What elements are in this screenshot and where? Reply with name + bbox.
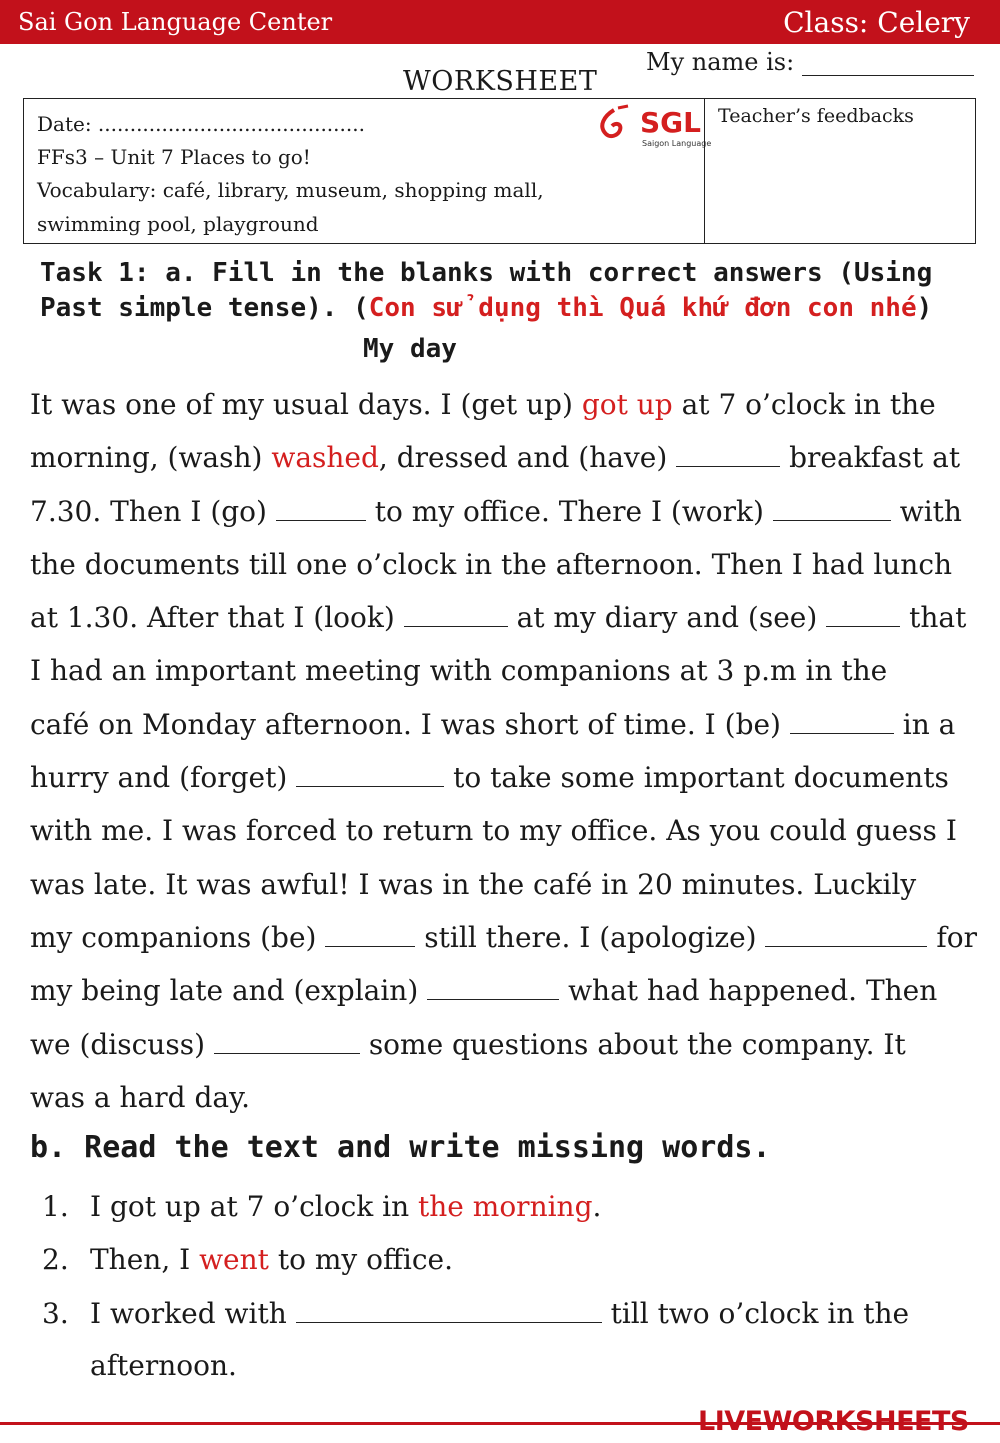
- blank-be-1[interactable]: [790, 707, 894, 734]
- school-name: Sai Gon Language Center: [18, 8, 333, 36]
- blank-work[interactable]: [773, 494, 891, 521]
- partb-title: b. Read the text and write missing words.: [30, 1130, 771, 1165]
- logo-text: SGL: [640, 106, 701, 139]
- question-1: 1. I got up at 7 o’clock in the morning.: [42, 1190, 602, 1223]
- blank-forget[interactable]: [296, 760, 444, 787]
- answer-q1: the morning: [418, 1190, 593, 1223]
- question-3-cont: afternoon.: [90, 1349, 237, 1382]
- answer-q2: went: [199, 1243, 269, 1276]
- name-label: My name is:: [646, 48, 795, 76]
- feedback-label: Teacher’s feedbacks: [718, 105, 914, 127]
- vocab-line-1: Vocabulary: café, library, museum, shopping mall,: [37, 178, 544, 202]
- vocab-line-2: swimming pool, playground: [37, 212, 319, 236]
- name-field[interactable]: [646, 48, 974, 76]
- blank-see[interactable]: [826, 600, 900, 627]
- answer-wash: washed: [271, 441, 379, 475]
- logo-subtext: Saigon Language: [642, 139, 712, 148]
- question-3: 3. I worked with till two o’clock in the: [42, 1297, 910, 1330]
- teacher-feedback-box: [704, 98, 976, 244]
- sgl-logo: [598, 104, 712, 150]
- blank-be-2[interactable]: [325, 920, 415, 947]
- unit-line: FFs3 – Unit 7 Places to go!: [37, 145, 311, 169]
- blank-discuss[interactable]: [214, 1027, 360, 1054]
- blank-apologize[interactable]: [765, 920, 927, 947]
- name-blank[interactable]: [802, 53, 974, 76]
- class-label: Class: Celery: [783, 6, 970, 39]
- task1-vietnamese-note: Con sử dụng thì Quá khứ đơn con nhé: [368, 293, 917, 323]
- story-title: My day: [363, 334, 457, 364]
- answer-get-up: got up: [581, 388, 673, 421]
- worksheet-title: WORKSHEET: [403, 66, 598, 97]
- blank-look[interactable]: [404, 600, 508, 627]
- blank-q3[interactable]: [296, 1296, 602, 1323]
- task1-title: Task 1: a. Fill in the blanks with correct answers (Using Past simple tense). (Con sử dụng thì Quá khứ đơn con nhé): [40, 256, 970, 326]
- date-line: Date: ..........................................: [37, 112, 365, 136]
- blank-explain[interactable]: [427, 973, 559, 1000]
- header-bar: [0, 0, 1000, 44]
- story-paragraph: It was one of my usual days. I (get up) got up at 7 o’clock in the morning, (wash) washed, dressed and (have) breakfast at 7.30. Then I (go) to my office. There I (work) with the documents till one o’clock in the afternoon. Then I had lunch at 1.30. After that I (look) at my diary and (see) that I had an important meeting with companions at 3 p.m in the café on Monday afternoon. I was short of time. I (be) in a hurry and (forget) to take some important documents with me. I was forced to return to my office. As you could guess I was late. It was awful! I was in the café in 20 minutes. Luckily my companions (be) still there. I (apologize) for my being late and (explain) what had happened. Then we (discuss) some questions about the company. It was a hard day.: [30, 388, 977, 1114]
- task1-title-line1: Task 1: a. Fill in the blanks with correct answers (Using: [40, 258, 933, 288]
- blank-have[interactable]: [676, 440, 780, 467]
- liveworksheets-logo: LIVEWORKSHEETS: [698, 1406, 969, 1437]
- question-2: 2. Then, I went to my office.: [42, 1243, 453, 1276]
- blank-go[interactable]: [276, 494, 366, 521]
